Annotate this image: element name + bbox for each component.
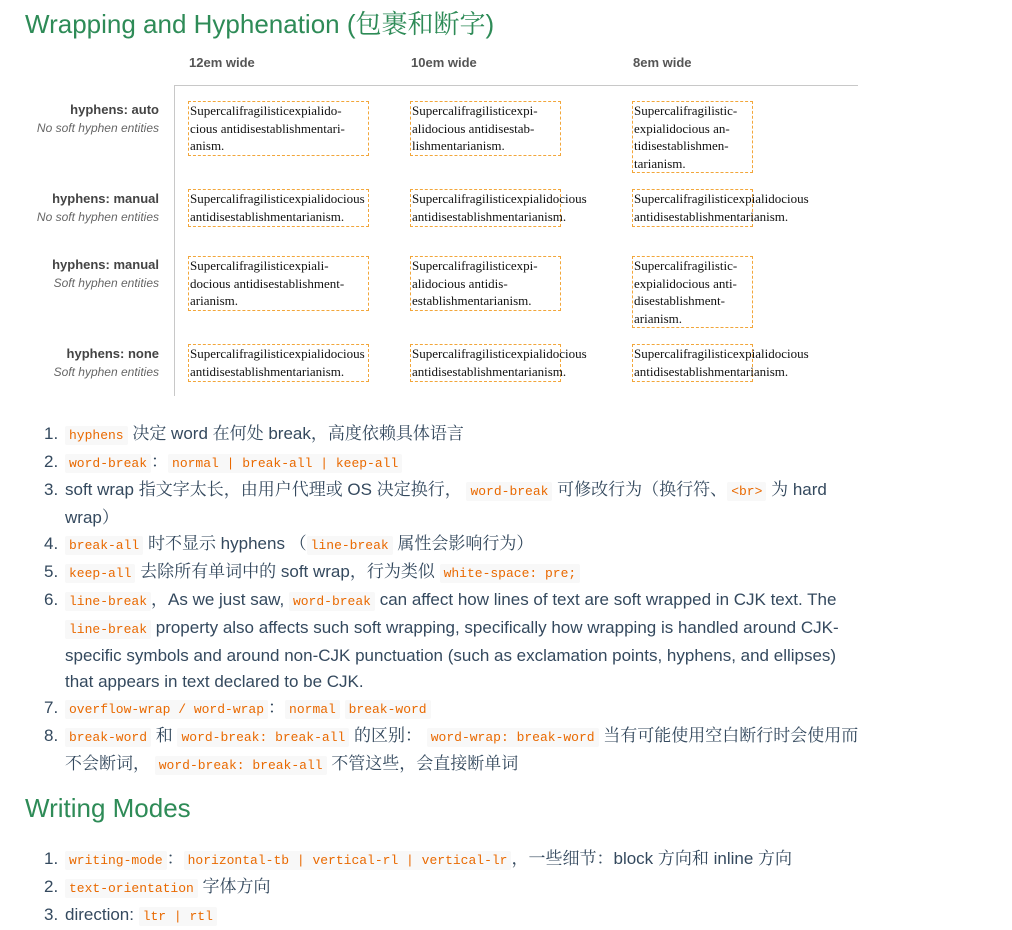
list-text: ： — [268, 698, 286, 717]
list-number: 8. — [44, 726, 59, 745]
list-number: 4. — [44, 534, 59, 553]
list-item — [44, 902, 865, 930]
column-header-10em: 10em wide — [411, 55, 477, 70]
column-header-8em: 8em wide — [633, 55, 692, 70]
inline-code: horizontal-tb | vertical-rl | vertical-lr — [184, 851, 512, 870]
list-number: 7. — [44, 698, 59, 717]
list-item — [44, 846, 865, 874]
row-subtitle: No soft hyphen entities — [36, 121, 159, 135]
sample-box: Supercalifragilisticexpiali- docious antidisestablishment- arianism. — [188, 256, 369, 311]
sample-box: Supercalifragilisticexpi- alidocious antidis- establishmentarianism. — [410, 256, 561, 311]
inline-code: line-break — [307, 536, 393, 555]
sample-box: Supercalifragilisticexpialidocious antidisestablishmentarianism. — [188, 344, 369, 382]
list-number: 1. — [44, 424, 59, 443]
figure-top-rule — [174, 85, 858, 86]
inline-code: normal — [285, 700, 340, 719]
row-label-hyphens-auto — [37, 100, 159, 137]
sample-box: Supercalifragilisticexpialidocious antidisestablishmentarianism. — [188, 189, 369, 227]
sample-box: Supercalifragilistic- expialidocious an- tidisestablishmen- tarianism. — [632, 101, 753, 173]
row-title: hyphens: manual — [52, 191, 159, 206]
inline-code: break-word — [345, 700, 431, 719]
list-text: property also affects such soft wrapping, specifically how wrapping is handled around CJK-specific symbols and around non-CJK punctuation (such as exclamation points, hyphens, and ellipses) that appears in text declared to be CJK. — [65, 618, 839, 691]
list-text: 的区别： — [349, 726, 427, 745]
list-number: 1. — [44, 849, 59, 868]
row-title: hyphens: manual — [52, 257, 159, 272]
inline-code: word-break — [289, 592, 375, 611]
inline-code: line-break — [65, 620, 151, 639]
list-item — [44, 695, 865, 723]
wrapping-notes-list — [44, 421, 865, 779]
list-item — [44, 723, 865, 779]
list-text: ： — [151, 452, 169, 471]
list-item — [44, 874, 865, 902]
list-text: 时不显示 hyphens （ — [143, 534, 307, 553]
list-text: ，As we just saw, — [151, 590, 289, 609]
inline-code: word-break: break-all — [155, 756, 327, 775]
list-item — [44, 587, 865, 695]
list-text: ： — [166, 849, 184, 868]
writing-modes-list — [44, 846, 865, 930]
list-text: 可修改行为（换行符、 — [552, 480, 728, 499]
list-text: 决定 word 在何处 break，高度依赖具体语言 — [127, 424, 464, 443]
list-text: ，一些细节：block 方向和 inline 方向 — [511, 849, 793, 868]
inline-code: word-wrap: break-word — [427, 728, 599, 747]
inline-code: ltr | rtl — [139, 907, 217, 926]
sample-box: Supercalifragilisticexpialidocious antidisestablishmentarianism. — [410, 189, 561, 227]
inline-code: text-orientation — [65, 879, 198, 898]
list-text: 为 hard wrap） — [65, 480, 827, 527]
list-number: 3. — [44, 480, 59, 499]
sample-box: Supercalifragilistic- expialidocious anti- disestablishment- arianism. — [632, 256, 753, 328]
column-header-12em: 12em wide — [189, 55, 255, 70]
sample-box: Supercalifragilisticexpialido- cious antidisestablishmentari- anism. — [188, 101, 369, 156]
row-subtitle: Soft hyphen entities — [53, 276, 159, 290]
row-subtitle: No soft hyphen entities — [36, 210, 159, 224]
inline-code: keep-all — [65, 564, 135, 583]
list-text: 属性会影响行为） — [392, 534, 534, 553]
inline-code: word-break — [65, 454, 151, 473]
inline-code: line-break — [65, 592, 151, 611]
list-item — [44, 449, 865, 477]
section-heading-writing-modes: Writing Modes — [25, 793, 191, 823]
list-text: can affect how lines of text are soft wrapped in CJK text. The — [374, 590, 837, 609]
sample-box: Supercalifragilisticexpialidocious antidisestablishmentarianism. — [632, 344, 753, 382]
row-title: hyphens: none — [66, 346, 159, 361]
list-number: 6. — [44, 590, 59, 609]
list-item — [44, 477, 865, 531]
row-label-hyphens-manual-soft — [52, 255, 159, 292]
section-heading-wrapping: Wrapping and Hyphenation (包裹和断字) — [25, 9, 495, 39]
row-label-hyphens-none — [54, 344, 159, 381]
inline-code: <br> — [727, 482, 766, 501]
list-item — [44, 559, 865, 587]
row-subtitle: Soft hyphen entities — [53, 365, 159, 379]
list-text: direction: — [65, 905, 139, 924]
list-number: 5. — [44, 562, 59, 581]
inline-code: word-break — [466, 482, 552, 501]
inline-code: break-all — [65, 536, 143, 555]
row-title: hyphens: auto — [70, 102, 159, 117]
inline-code: white-space: pre; — [440, 564, 581, 583]
list-text: 和 — [151, 726, 178, 745]
list-item — [44, 421, 865, 449]
inline-code: hyphens — [65, 426, 128, 445]
list-item — [44, 531, 865, 559]
sample-box: Supercalifragilisticexpialidocious antidisestablishmentarianism. — [410, 344, 561, 382]
list-text — [340, 698, 345, 717]
inline-code: overflow-wrap / word-wrap — [65, 700, 268, 719]
list-number: 2. — [44, 877, 59, 896]
list-text: 当有可能使用空白断行时会使用而不会断词， — [65, 726, 859, 773]
inline-code: normal | break-all | keep-all — [168, 454, 402, 473]
figure-left-rule — [174, 85, 175, 396]
list-text: soft wrap 指文字太长，由用户代理或 OS 决定换行， — [65, 480, 467, 499]
list-text: 不管这些，会直接断单词 — [326, 754, 519, 773]
list-text: 去除所有单词中的 soft wrap，行为类似 — [135, 562, 440, 581]
list-number: 2. — [44, 452, 59, 471]
sample-box: Supercalifragilisticexpialidocious antidisestablishmentarianism. — [632, 189, 753, 227]
row-label-hyphens-manual — [37, 189, 159, 226]
inline-code: break-word — [65, 728, 151, 747]
sample-box: Supercalifragilisticexpi- alidocious antidisestab- lishmentarianism. — [410, 101, 561, 156]
list-number: 3. — [44, 905, 59, 924]
inline-code: writing-mode — [65, 851, 167, 870]
list-text: 字体方向 — [197, 877, 271, 896]
inline-code: word-break: break-all — [177, 728, 349, 747]
